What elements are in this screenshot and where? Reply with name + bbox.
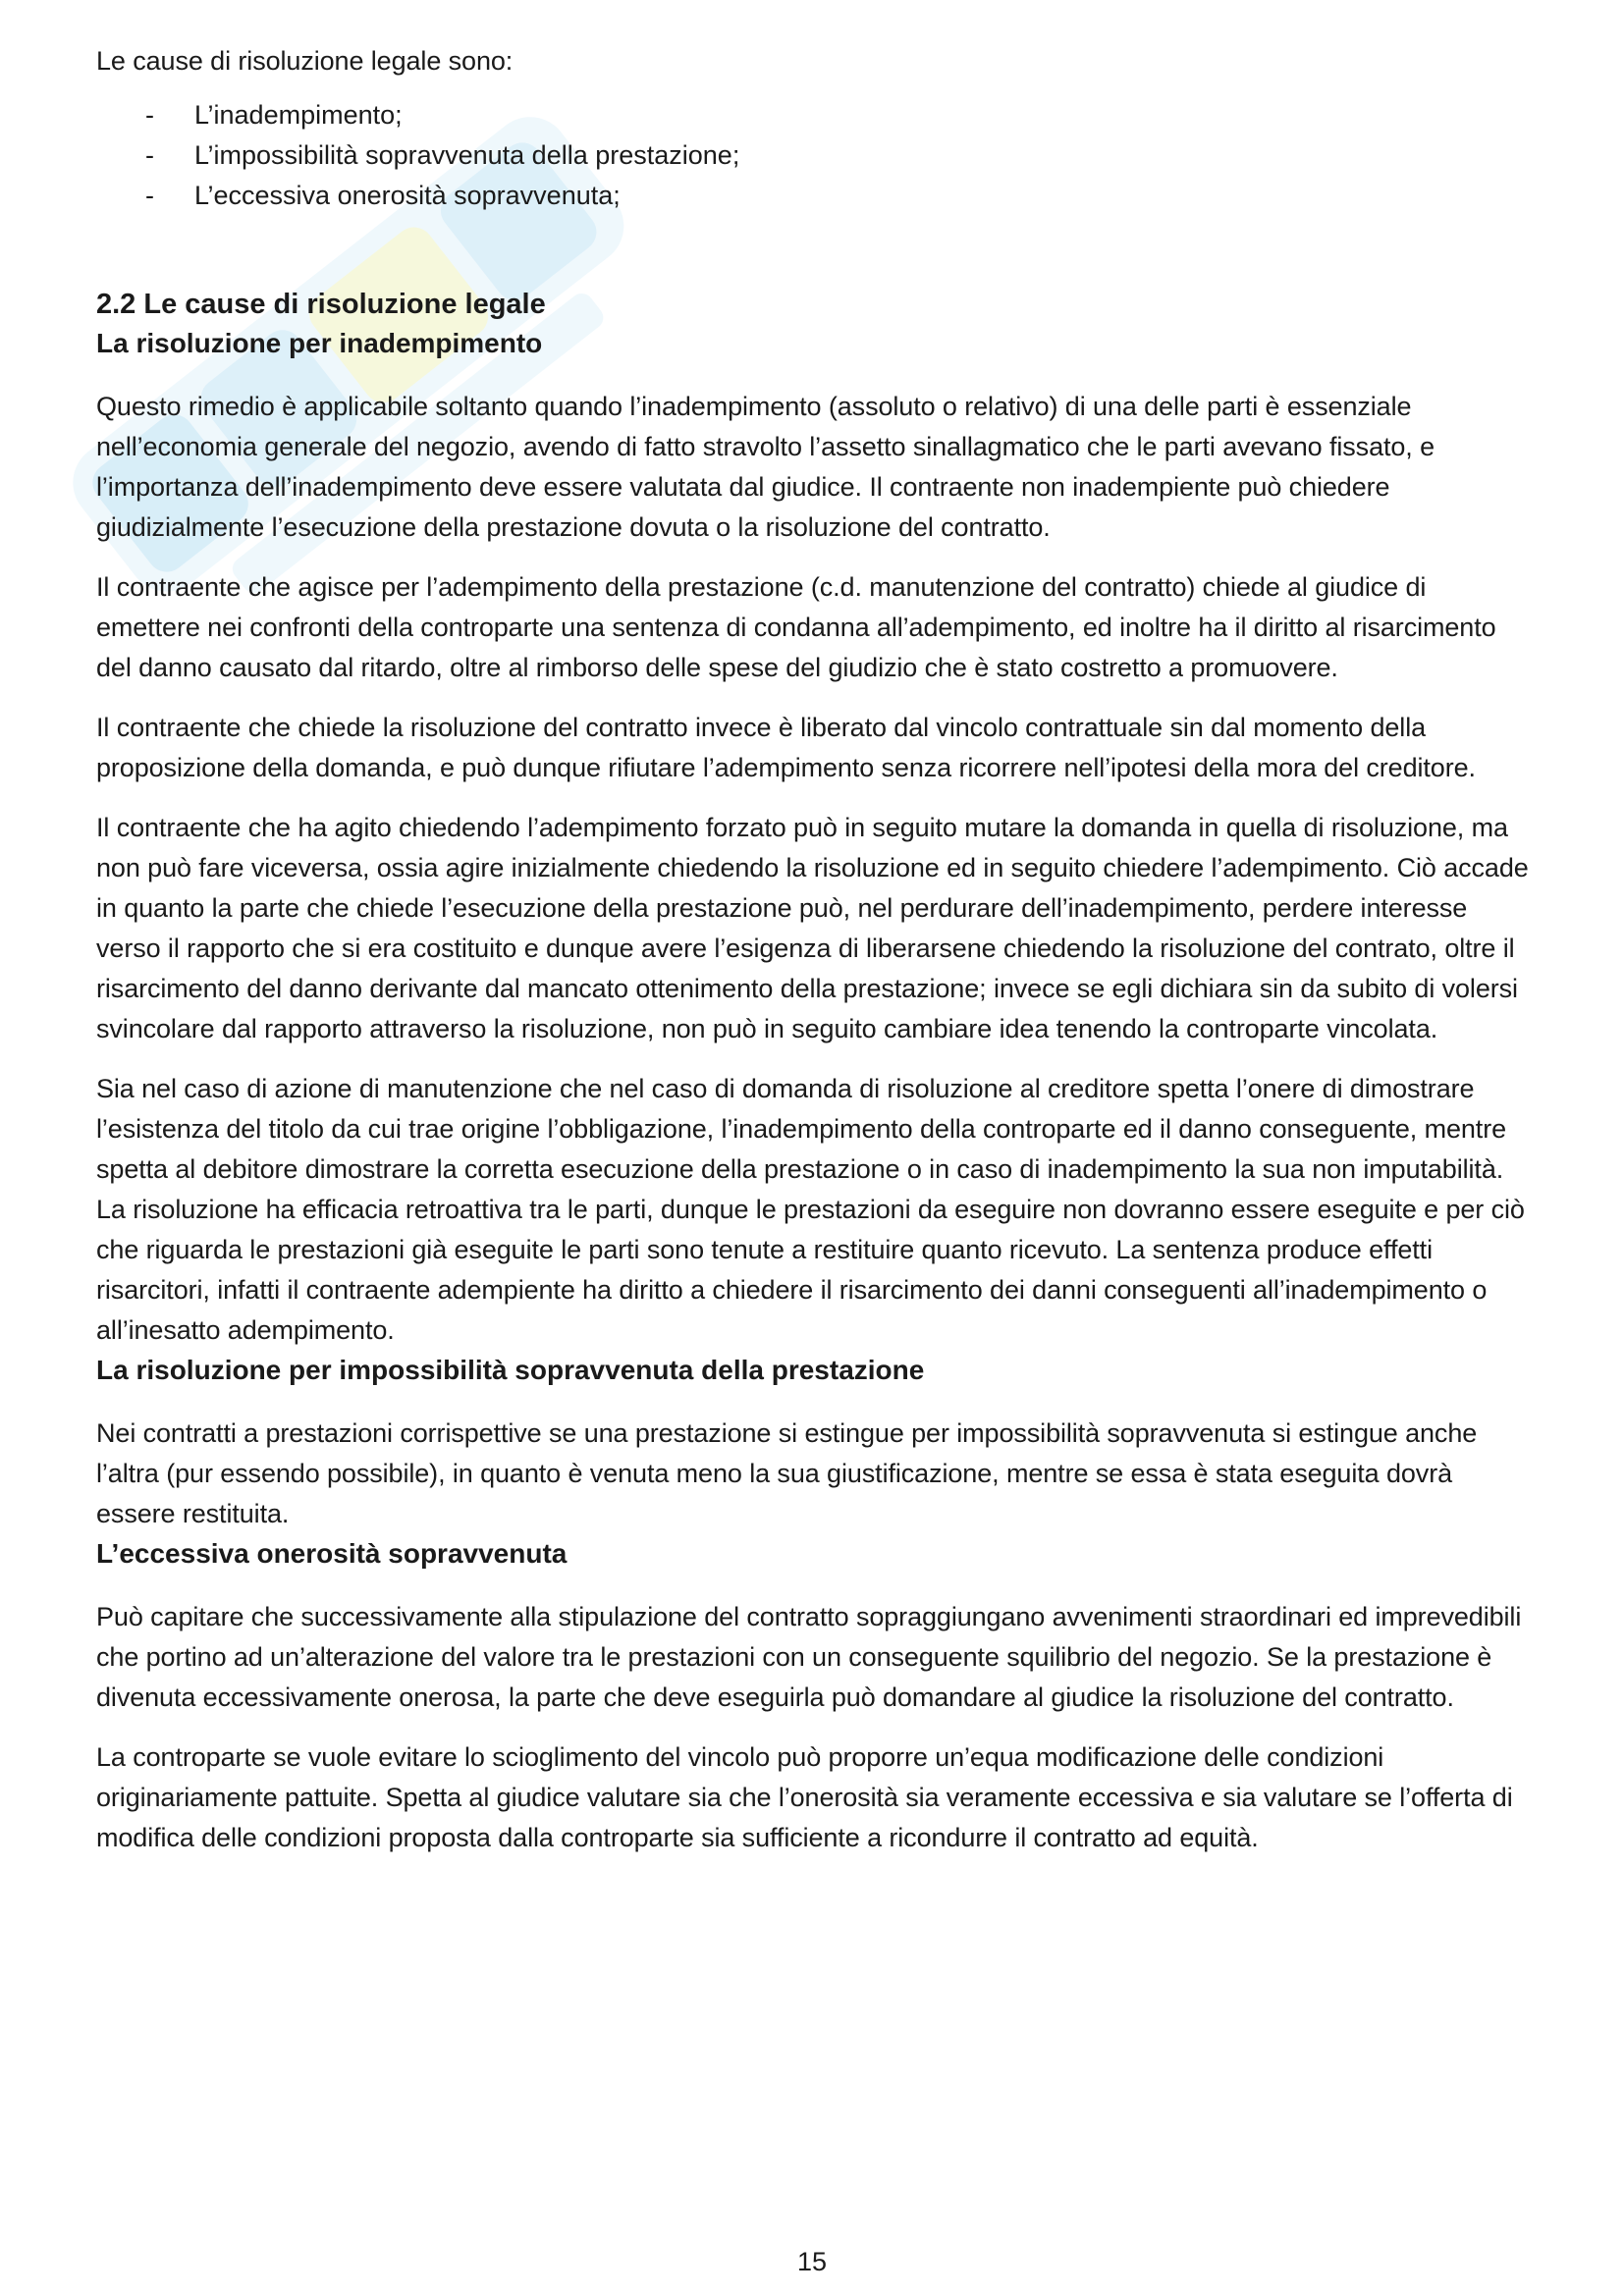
- intro-text: Le cause di risoluzione legale sono:: [96, 46, 514, 76]
- list-item: - L’eccessiva onerosità sopravvenuta;: [96, 176, 1530, 216]
- heading-onerosita: L’eccessiva onerosità sopravvenuta: [96, 1538, 568, 1569]
- causes-list: [96, 95, 1530, 216]
- heading-impossibilita: La risoluzione per impossibilità sopravvenuta della prestazione: [96, 1355, 925, 1385]
- paragraph: La controparte se vuole evitare lo scioglimento del vincolo può proporre un’equa modificazione delle condizioni originariamente pattuite. Spetta al giudice valutare sia che l’onerosità sia veramente eccessiva e sia valutare se l’offerta di modifica delle condizioni proposta dalla controparte sia sufficiente a ricondurre il contratto ad equità.: [96, 1742, 1513, 1852]
- page-number: 15: [796, 2247, 828, 2276]
- list-item: - L’impossibilità sopravvenuta della prestazione;: [96, 135, 1530, 176]
- list-marker: -: [145, 100, 154, 130]
- paragraph: Può capitare che successivamente alla stipulazione del contratto sopraggiungano avvenimenti straordinari ed imprevedibili che portino ad un’alterazione del valore tra le prestazioni con un conseguente squilibrio del negozio. Se la prestazione è divenuta eccessivamente onerosa, la parte che deve eseguirla può domandare al giudice la risoluzione del contratto.: [96, 1602, 1522, 1712]
- paragraph: Il contraente che chiede la risoluzione del contratto invece è liberato dal vincolo contrattuale sin dal momento della proposizione della domanda, e può dunque rifiutare l’adempimento senza ricorrere nell’ipotesi della mora del creditore.: [96, 713, 1476, 782]
- heading-inadempimento: La risoluzione per inadempimento: [96, 328, 543, 358]
- paragraph: Il contraente che ha agito chiedendo l’adempimento forzato può in seguito mutare la domanda in quella di risoluzione, ma non può fare viceversa, ossia agire inizialmente chiedendo la risoluzione ed in seguito chiedere l’adempimento. Ciò accade in quanto la parte che chiede l’esecuzione della prestazione può, nel perdurare dell’inadempimento, perdere interesse verso il rapporto che si era costituito e dunque avere l’esigenza di liberarsene chiedendo la risoluzione del contrato, oltre il risarcimento del danno derivante dal mancato ottenimento della prestazione; invece se egli dichiara sin da subito di volersi svincolare dal rapporto attraverso la risoluzione, non può in seguito cambiare idea tenendo la controparte vincolata.: [96, 813, 1529, 1043]
- list-item: - L’inadempimento;: [96, 95, 1530, 135]
- document-page: [96, 41, 1530, 1858]
- paragraph: Sia nel caso di azione di manutenzione che nel caso di domanda di risoluzione al creditore spetta l’onere di dimostrare l’esistenza del titolo da cui trae origine l’obbligazione, l’inadempimento della controparte ed il danno conseguente, mentre spetta al debitore dimostrare la corretta esecuzione della prestazione o in caso di inadempimento la sua non imputabilità. La risoluzione ha efficacia retroattiva tra le parti, dunque le prestazioni da eseguire non dovranno essere eseguite e per ciò che riguarda le prestazioni già eseguite le parti sono tenute a restituire quanto ricevuto. La sentenza produce effetti risarcitori, infatti il contraente adempiente ha diritto a chiedere il risarcimento dei danni conseguenti all’inadempimento o all’inesatto adempimento.: [96, 1074, 1525, 1345]
- list-marker: -: [145, 140, 154, 170]
- paragraph: Nei contratti a prestazioni corrispettive se una prestazione si estingue per impossibilità sopravvenuta si estingue anche l’altra (pur essendo possibile), in quanto è venuta meno la sua giustificazione, mentre se essa è stata eseguita dovrà essere restituita.: [96, 1418, 1478, 1528]
- section-title: 2.2 Le cause di risoluzione legale: [96, 289, 546, 320]
- paragraph: Questo rimedio è applicabile soltanto quando l’inadempimento (assoluto o relativo) di una delle parti è essenziale nell’economia generale del negozio, avendo di fatto stravolto l’assetto sinallagmatico che le parti avevano fissato, e l’importanza dell’inadempimento deve essere valutata dal giudice. Il contraente non inadempiente può chiedere giudizialmente l’esecuzione della prestazione dovuta o la risoluzione del contratto.: [96, 392, 1435, 542]
- paragraph: Il contraente che agisce per l’adempimento della prestazione (c.d. manutenzione del contratto) chiede al giudice di emettere nei confronti della controparte una sentenza di condanna all’adempimento, ed inoltre ha il diritto al risarcimento del danno causato dal ritardo, oltre al rimborso delle spese del giudizio che è stato costretto a promuovere.: [96, 572, 1496, 682]
- list-marker: -: [145, 181, 154, 210]
